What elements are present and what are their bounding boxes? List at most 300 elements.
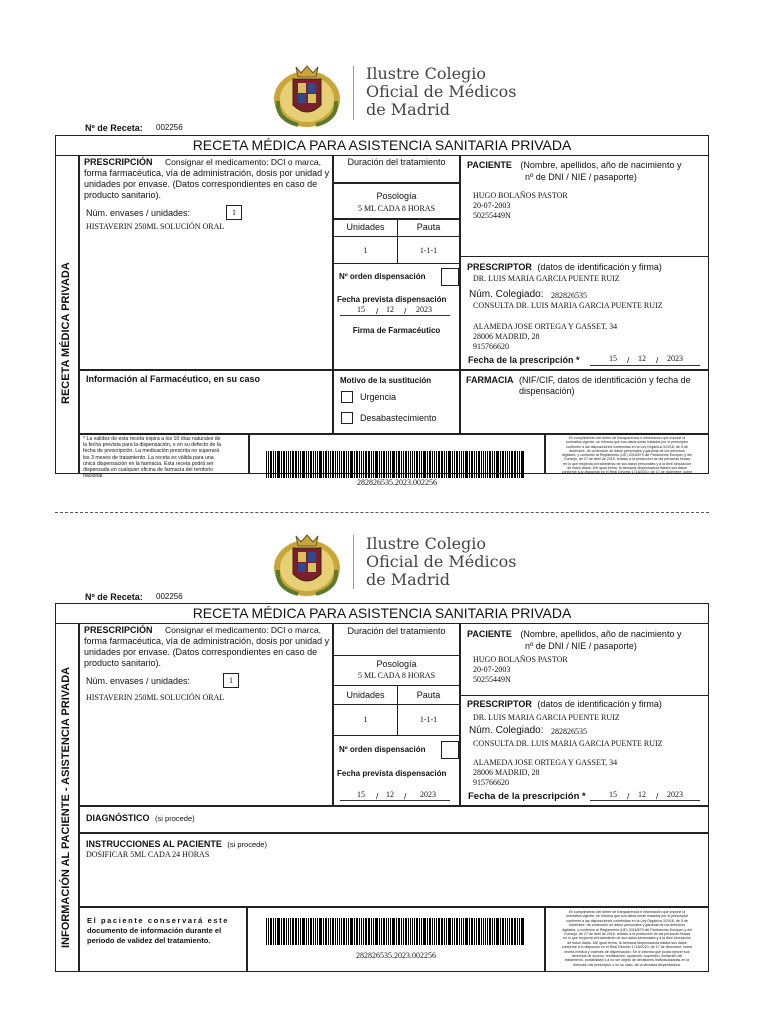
barcode-bar — [281, 918, 282, 945]
fecha-prescripcion-day: 15 — [609, 790, 617, 799]
receta-title: RECETA MÉDICA PARA ASISTENCIA SANITARIA PRIVADA — [55, 135, 709, 156]
barcode-bar — [505, 451, 506, 478]
prescriptor-address — [473, 758, 617, 788]
barcode-bar — [423, 451, 426, 478]
prescriptor-label: PRESCRIPTOR — [467, 699, 532, 709]
legal-text — [548, 910, 706, 967]
posologia-label: Posología — [376, 191, 417, 201]
barcode-bar — [343, 918, 345, 945]
fecha-prevista-month: 12 — [386, 305, 394, 314]
barcode-bar — [379, 451, 380, 478]
barcode-bar — [438, 451, 440, 478]
barcode-bar — [313, 918, 314, 945]
barcode-bar — [469, 918, 470, 945]
barcode-bar — [283, 451, 285, 478]
barcode-bar — [290, 451, 291, 478]
barcode-bar — [454, 918, 455, 945]
fecha-prescripcion-year: 2023 — [667, 790, 683, 799]
barcode-bar — [459, 451, 460, 478]
barcode-bar — [302, 918, 305, 945]
urgencia-checkbox[interactable] — [341, 391, 353, 403]
fecha-prevista-sep-1: / — [376, 791, 379, 801]
barcode-bar — [434, 918, 435, 945]
prescripcion-hint — [84, 168, 332, 201]
barcode-bar — [310, 918, 312, 945]
college-line-3: de Madrid — [366, 570, 450, 589]
fecha-prevista-line — [340, 315, 450, 316]
fecha-prevista-line — [340, 800, 450, 801]
barcode-bar — [408, 918, 409, 945]
barcode-bar — [469, 451, 470, 478]
barcode-bar — [328, 451, 329, 478]
barcode-bar — [354, 918, 355, 945]
college-line-2: Oficial de Médicos — [366, 552, 517, 571]
barcode-bar — [310, 451, 312, 478]
barcode-bar — [308, 918, 309, 945]
barcode-bar — [277, 918, 280, 945]
barcode-bar — [405, 451, 407, 478]
barcode-bar — [330, 451, 331, 478]
barcode-bar — [429, 451, 431, 478]
barcode-bar — [390, 918, 391, 945]
barcode-bar — [436, 451, 437, 478]
barcode-bar — [300, 918, 301, 945]
paciente-nacimiento: 20-07-2003 — [473, 665, 511, 674]
prescripcion-hint-a: Consignar el medicamento: DCI o marca, — [165, 157, 321, 167]
paciente-hint-b: nº de DNI / NIE / pasaporte) — [525, 641, 637, 651]
prescripcion-label: PRESCRIPCIÓN — [84, 157, 153, 167]
urgencia-label: Urgencia — [360, 392, 397, 402]
side-label: INFORMACIÓN AL PACIENTE - ASISTENCIA PRIVADA — [60, 666, 72, 948]
barcode-bar — [405, 918, 407, 945]
fecha-prevista-sep-1: / — [376, 306, 379, 316]
info-farmaceutico-label: Información al Farmacéutico, en su caso — [86, 374, 261, 384]
diagnostico-header — [86, 813, 195, 824]
barcode-bar — [421, 918, 422, 945]
barcode-bar — [339, 918, 340, 945]
legal-line-1: En cumplimiento del deber de transparencia e información que impone la — [568, 910, 686, 914]
prescripcion-hint-b: forma farmacéutica, vía de administración, dosis por unidad y — [84, 636, 330, 646]
receta-title: RECETA MÉDICA PARA ASISTENCIA SANITARIA PRIVADA — [55, 603, 709, 624]
barcode-bar — [292, 451, 294, 478]
instrucciones-label: INSTRUCCIONES AL PACIENTE — [86, 839, 222, 849]
barcode-bar — [412, 918, 413, 945]
legal-line-11: derechos de acceso, rectificación, oposición, supresión, limitación del — [571, 954, 683, 959]
barcode-bar — [365, 918, 367, 945]
farmacia-hint-b: dispensación) — [519, 386, 575, 396]
legal-line-3: conforme a las disposiciones contenidas en la Ley Orgánica 3/2018, de 5 de — [566, 444, 688, 449]
barcode-bar — [401, 918, 402, 945]
barcode-bar — [489, 918, 491, 945]
paciente-dni: 50255449N — [473, 675, 511, 684]
barcode-bar — [281, 451, 282, 478]
barcode-bar — [268, 918, 269, 945]
barcode-bar — [436, 918, 437, 945]
barcode-bar — [461, 918, 462, 945]
barcode-bar — [452, 918, 453, 945]
barcode-bar — [275, 918, 276, 945]
barcode-bar — [444, 451, 445, 478]
posologia-label: Posología — [376, 659, 417, 669]
barcode-bar — [398, 918, 400, 945]
paciente-data — [473, 655, 568, 685]
barcode-bar — [459, 918, 460, 945]
fecha-prescripcion-sep-1: / — [627, 791, 630, 801]
barcode-bar — [350, 918, 353, 945]
barcode-bar — [419, 451, 420, 478]
envases-value: 1 — [226, 205, 242, 220]
barcode-bar — [371, 451, 372, 478]
barcode-bar — [456, 918, 458, 945]
barcode-bar — [386, 451, 387, 478]
prescriptor-tel: 915766620 — [473, 778, 509, 787]
barcode-bar — [386, 918, 387, 945]
barcode-bar — [414, 918, 415, 945]
envases-value: 1 — [223, 673, 239, 688]
validez-paciente-line-3: periodo de validez del tratamiento. — [87, 936, 211, 945]
barcode-bar — [416, 451, 418, 478]
barcode-bar — [300, 451, 301, 478]
barcode-bar — [375, 918, 378, 945]
barcode-bar — [308, 451, 309, 478]
colegiado-value: 282826535 — [551, 291, 587, 300]
barcode-bar — [392, 918, 395, 945]
legal-line-2: normativa vigente, se informa que sus datos serán tratados por el prescriptor — [565, 440, 689, 445]
barcode-bar — [330, 918, 331, 945]
barcode-bar — [295, 918, 297, 945]
barcode-bar — [319, 451, 322, 478]
barcode-bar — [371, 918, 372, 945]
barcode-bar — [375, 451, 378, 478]
barcode-bar — [487, 918, 488, 945]
barcode-bar — [323, 451, 324, 478]
college-crest-icon — [268, 61, 346, 131]
barcode-bar — [332, 451, 334, 478]
barcode-bar — [348, 451, 349, 478]
barcode-bar — [343, 451, 345, 478]
legal-line-5: digitales, y conforme al Reglamento (UE) 2016/679 del Parlamento Europeo y del — [562, 927, 692, 932]
barcode-bar — [441, 918, 443, 945]
validez-paciente-line-2: documento de información durante el — [87, 926, 222, 935]
barcode-bar — [483, 918, 484, 945]
barcode-bar — [521, 918, 524, 945]
barcode-bar — [317, 451, 318, 478]
barcode-bar — [511, 451, 513, 478]
barcode-bar — [452, 451, 453, 478]
barcode-bar — [502, 918, 504, 945]
prescriptor-nombre: DR. LUIS MARIA GARCIA PUENTE RUIZ — [473, 713, 620, 722]
fecha-prevista-sep-2: / — [404, 306, 407, 316]
legal-line-10: receta médica y órdenes de dispensación. Se le informa que podrá ejercer sus — [564, 949, 690, 954]
legal-line-2: normativa vigente, se informa que sus datos serán tratados por el prescriptor — [565, 914, 689, 919]
validez-line-5: única dispensación en la farmacia. Esta receta podrá ser — [83, 460, 214, 467]
prescriptor-dir-2: 28006 MADRID, 28 — [473, 768, 540, 777]
paciente-label: PACIENTE — [467, 629, 512, 639]
barcode-bar — [388, 918, 389, 945]
validez-text — [83, 436, 247, 479]
medicamento-value: HISTAVERIN 250ML SOLUCIÓN ORAL — [86, 222, 225, 231]
barcode-bar — [288, 451, 289, 478]
receta-number-label: Nº de Receta: — [85, 592, 143, 602]
barcode-bar — [373, 918, 374, 945]
receta-number-label: Nº de Receta: — [85, 123, 143, 133]
barcode-bar — [365, 451, 367, 478]
barcode-bar — [454, 451, 455, 478]
farmacia-label: FARMACIA — [466, 375, 514, 385]
diagnostico-label: DIAGNÓSTICO — [86, 813, 150, 823]
unidades-label: Unidades — [346, 690, 385, 700]
barcode-bar — [356, 918, 358, 945]
paciente-header — [467, 629, 707, 640]
barcode-bar — [403, 451, 404, 478]
barcode-bar — [427, 451, 428, 478]
barcode-bar — [341, 451, 342, 478]
barcode-bar — [432, 918, 433, 945]
validez-line-4: los 3 meses de tratamiento. La receta es válida para una — [83, 454, 214, 461]
barcode-bar — [410, 918, 411, 945]
barcode-bar — [396, 918, 397, 945]
barcode-bar — [359, 451, 360, 478]
barcode-bar — [319, 918, 322, 945]
barcode-bar — [517, 451, 518, 478]
barcode-bar — [354, 451, 355, 478]
barcode-bar — [396, 451, 397, 478]
prescripcion-hint-d: producto sanitario). — [84, 190, 162, 200]
legal-line-8: de estos datos. Del igual forma, la farmacia dispensadora tratará sus datos — [567, 466, 687, 471]
barcode-bar — [266, 451, 267, 478]
barcode-bar — [379, 918, 380, 945]
barcode-bar — [441, 451, 443, 478]
paciente-label: PACIENTE — [467, 160, 512, 170]
pauta-value: 1-1-1 — [419, 715, 438, 724]
barcode-bar — [476, 918, 477, 945]
barcode-bar — [356, 451, 358, 478]
barcode-bar — [290, 918, 291, 945]
barcode-bar — [403, 918, 404, 945]
fecha-prescripcion-line — [590, 800, 700, 801]
prescriptor-header — [467, 262, 662, 273]
barcode-bar — [496, 451, 499, 478]
barcode-bar — [388, 451, 389, 478]
college-line-1: Ilustre Colegio — [366, 534, 487, 553]
barcode-bar — [465, 918, 468, 945]
legal-line-13: dirección del prescriptor o en su caso, de la farmacia dispensadora. — [573, 962, 681, 967]
college-line-3: de Madrid — [366, 100, 450, 119]
barcode-bar — [401, 451, 402, 478]
legal-line-4: diciembre, de protección de datos personales y garantía de los derechos — [569, 448, 685, 453]
barcode-bar — [461, 451, 462, 478]
barcode-bar — [485, 451, 486, 478]
legal-line-4: diciembre, de protección de datos personales y garantía de los derechos — [569, 923, 685, 928]
orden-dispensacion-label: Nº orden dispensación — [339, 745, 426, 754]
college-line-1: Ilustre Colegio — [366, 64, 487, 83]
legal-line-6: Consejo, de 27 de abril de 2016, relativo a la protección de las personas físicas — [563, 932, 691, 937]
barcode-bar — [390, 451, 391, 478]
paciente-hint-a: (Nombre, apellidos, año de nacimiento y — [520, 160, 682, 170]
orden-dispensacion-box[interactable] — [441, 268, 459, 286]
medicamento-value: HISTAVERIN 250ML SOLUCIÓN ORAL — [86, 693, 225, 702]
posologia-value: 5 ML CADA 8 HORAS — [357, 204, 436, 213]
barcode-bar — [519, 451, 520, 478]
barcode-bar — [500, 918, 501, 945]
prescriptor-hint: (datos de identificación y firma) — [537, 699, 662, 709]
envases-label: Núm. envases / unidades: — [86, 676, 191, 686]
barcode-bar — [273, 918, 274, 945]
fecha-prescripcion-label: Fecha de la prescripción * — [468, 355, 580, 365]
barcode-bar — [341, 918, 342, 945]
barcode-bar — [456, 451, 458, 478]
barcode-bar — [335, 451, 336, 478]
validez-line-7: nacional. — [83, 473, 104, 480]
colegiado-label: Núm. Colegiado: — [469, 725, 544, 736]
barcode-bar — [339, 451, 340, 478]
fecha-prevista-day: 15 — [357, 790, 365, 799]
barcode-bar — [429, 918, 431, 945]
barcode-bar — [315, 451, 316, 478]
barcode-bar — [505, 918, 506, 945]
barcode-bar — [363, 451, 364, 478]
prescriptor-address — [473, 322, 617, 352]
legal-line-3: conforme a las disposiciones contenidas en la Ley Orgánica 3/2018, de 5 de — [566, 918, 688, 923]
barcode-bar — [350, 451, 353, 478]
validez-paciente-line-1: El paciente conservará este — [87, 916, 230, 925]
barcode-bar — [268, 451, 269, 478]
prescriptor-label: PRESCRIPTOR — [467, 262, 532, 272]
paciente-hint-b: nº de DNI / NIE / pasaporte) — [525, 172, 637, 182]
receta-number-value: 002256 — [156, 592, 183, 601]
duracion-label: Duración del tratamiento — [347, 157, 446, 167]
paciente-data — [473, 191, 568, 221]
barcode-bar — [471, 918, 473, 945]
barcode-bar — [414, 451, 415, 478]
barcode-bar — [270, 451, 272, 478]
barcode-bar — [514, 451, 516, 478]
barcode-bar — [471, 451, 473, 478]
prescriptor-header — [467, 699, 662, 710]
barcode-bar — [306, 451, 307, 478]
prescriptor-dir-1: ALAMEDA JOSE ORTEGA Y GASSET, 34 — [473, 322, 618, 331]
barcode-bar — [325, 918, 327, 945]
prescripcion-hint — [84, 636, 332, 669]
pauta-label: Pauta — [416, 690, 441, 700]
barcode-bar — [483, 451, 484, 478]
barcode-bar — [298, 451, 299, 478]
instrucciones-header — [86, 839, 267, 850]
legal-line-7: en lo que respecta al tratamiento de sus datos personales y a la libre circulación — [563, 461, 691, 466]
prescripcion-header — [84, 157, 330, 168]
barcode-bar — [381, 918, 382, 945]
barcode-bar — [448, 451, 451, 478]
barcode-bar — [270, 918, 272, 945]
logo-divider — [353, 535, 354, 589]
barcode-bar — [419, 918, 420, 945]
barcode-bar — [359, 918, 360, 945]
barcode-bar — [273, 451, 274, 478]
consulta-value: CONSULTA DR. LUIS MARIA GARCIA PUENTE RUIZ — [473, 301, 663, 310]
unidades-value: 1 — [363, 715, 368, 724]
barcode-bar — [496, 918, 499, 945]
barcode-bar — [361, 451, 362, 478]
barcode-bar — [478, 451, 480, 478]
barcode-bar — [277, 451, 280, 478]
barcode-bar — [494, 451, 495, 478]
college-name — [366, 535, 516, 589]
prescripcion-header — [84, 625, 330, 636]
barcode-bar — [317, 918, 318, 945]
cut-line — [55, 512, 709, 513]
barcode-bar — [427, 918, 428, 945]
barcode-bar — [383, 918, 385, 945]
barcode-bar — [474, 451, 475, 478]
barcode-bar — [275, 451, 276, 478]
duracion-label: Duración del tratamiento — [347, 626, 446, 636]
fecha-prescripcion-month: 12 — [638, 354, 646, 363]
paciente-nacimiento: 20-07-2003 — [473, 201, 511, 210]
barcode-bar — [465, 451, 468, 478]
pauta-label: Pauta — [416, 222, 441, 232]
unidades-value: 1 — [363, 246, 368, 255]
desabastecimiento-checkbox[interactable] — [341, 412, 353, 424]
barcode-bar — [416, 918, 418, 945]
paciente-nombre: HUGO BOLAÑOS PASTOR — [473, 655, 568, 664]
fecha-prescripcion-sep-2: / — [656, 791, 659, 801]
paciente-dni: 50255449N — [473, 211, 511, 220]
legal-line-9: conforme a lo dispuesto en el Real Decreto 1718/2010, de 17 de diciembre, sobre — [561, 945, 693, 950]
barcode-bar — [494, 918, 495, 945]
barcode-icon — [266, 918, 528, 945]
legal-line-12: tratamiento, portabilidad y a no ser objeto de decisiones individualizadas en la — [564, 958, 690, 963]
barcode-bar — [509, 918, 510, 945]
instrucciones-value: DOSIFICAR 5ML CADA 24 HORAS — [86, 850, 210, 859]
prescripcion-hint-b: forma farmacéutica, vía de administración, dosis por unidad y — [84, 168, 330, 178]
instrucciones-hint: (si procede) — [227, 840, 267, 849]
barcode-icon — [266, 451, 528, 478]
barcode-bar — [288, 918, 289, 945]
barcode-bar — [335, 918, 336, 945]
barcode-bar — [438, 918, 440, 945]
fecha-prescripcion-label: Fecha de la prescripción * — [468, 791, 586, 802]
fecha-prescripcion-sep-1: / — [627, 355, 630, 365]
pauta-value: 1-1-1 — [419, 246, 438, 255]
barcode-bar — [361, 918, 362, 945]
unidades-label: Unidades — [346, 222, 385, 232]
prescriptor-hint: (datos de identificación y firma) — [537, 262, 662, 272]
barcode-bar — [315, 918, 316, 945]
orden-dispensacion-box[interactable] — [441, 741, 459, 759]
college-name — [366, 65, 516, 119]
barcode-bar — [481, 451, 482, 478]
barcode-bar — [298, 918, 299, 945]
barcode-bar — [408, 451, 409, 478]
firma-farmaceutico-label: Firma de Farmacéutico — [352, 326, 441, 335]
orden-dispensacion-label: Nº orden dispensación — [339, 272, 426, 281]
fecha-prescripcion-day: 15 — [609, 354, 617, 363]
barcode-bar — [507, 451, 508, 478]
diagnostico-hint: (si procede) — [155, 814, 195, 823]
paciente-hint-a: (Nombre, apellidos, año de nacimiento y — [520, 629, 682, 639]
barcode-bar — [500, 451, 501, 478]
fecha-prevista-day: 15 — [357, 305, 365, 314]
barcode-bar — [383, 451, 385, 478]
barcode-bar — [485, 918, 486, 945]
barcode-bar — [398, 451, 400, 478]
fecha-prescripcion-line — [590, 365, 700, 366]
barcode-text: 282826535.2023.002256 — [356, 951, 436, 960]
prescripcion-hint-c: unidades por envase. (Datos correspondientes en caso de — [84, 179, 318, 189]
fecha-prevista-year: 2023 — [416, 305, 432, 314]
barcode-bar — [507, 918, 508, 945]
barcode-bar — [474, 918, 475, 945]
